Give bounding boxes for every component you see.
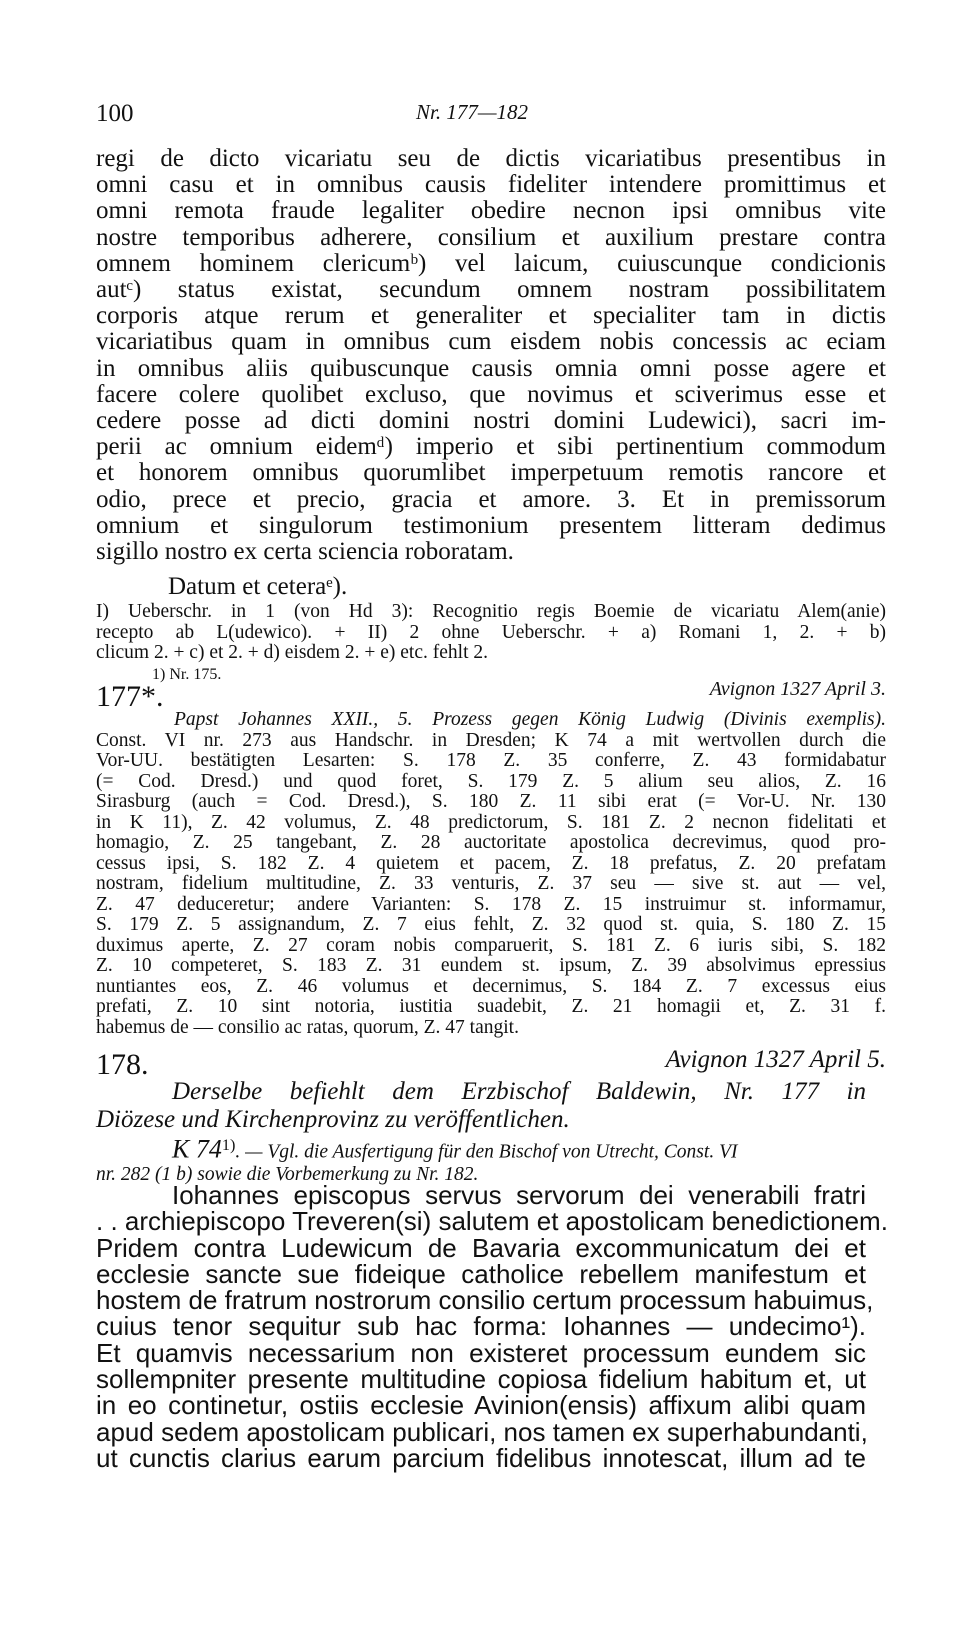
text-line: cedere posse ad dicti domini nostri domini Ludewici), sacri im- bbox=[96, 407, 886, 435]
apparatus-line: nostram, fidelium multitudine, Z. 33 venturis, Z. 37 seu — sive st. aut — vel, bbox=[96, 873, 886, 894]
apparatus-line: Const. VI nr. 273 aus Handschr. in Dresden; K 74 a mit wertvollen durch die bbox=[96, 729, 886, 751]
apparatus-line: duximus aperte, Z. 27 coram nobis comparuerit, S. 181 Z. 6 iuris sibi, S. 182 bbox=[96, 934, 886, 956]
apparatus-line: (= Cod. Dresd.) und quod foret, S. 179 Z. 5 alium seu alios, Z. 16 bbox=[96, 770, 886, 792]
apparatus-line: Sirasburg (auch = Cod. Dresd.), S. 180 Z. 11 sibi erat (= Vor-U. Nr. 130 bbox=[96, 791, 886, 812]
text-line: Pridem contra Ludewicum de Bavaria excommunicatum dei et bbox=[96, 1232, 866, 1263]
summary-line: Derselbe befiehlt dem Erzbischof Baldewin, Nr. 177 in bbox=[172, 1078, 866, 1105]
apparatus-line: S. 179 Z. 5 assignandum, Z. 7 eius fehlt, Z. 32 quod st. quia, S. 180 Z. 15 bbox=[96, 914, 886, 935]
document-178-text bbox=[96, 1180, 888, 1473]
text-line: facere colere quolibet excluso, que novimus et sciverimus esse et bbox=[96, 380, 886, 408]
summary-line: Diözese und Kirchenprovinz zu veröffentlichen. bbox=[96, 1106, 570, 1133]
page-number: 100 bbox=[96, 100, 134, 127]
apparatus-line: homagio, Z. 25 tangebant, Z. 28 auctoritate apostolica decrevimus, quod pro- bbox=[96, 832, 886, 853]
reference-line bbox=[96, 1134, 866, 1164]
text-line: omni casu et in omnibus causis fideliter intendere promittimus et bbox=[96, 171, 886, 199]
text-line: Et quamvis necessarium non existeret processum eundem sic bbox=[96, 1337, 866, 1368]
footnote-line: clicum 2. + c) et 2. + d) eisdem 2. + e) etc. fehlt 2. bbox=[96, 642, 488, 663]
text-line: . . archiepiscopo Treveren(si) salutem et apostolicam benedictionem. bbox=[96, 1206, 888, 1237]
text-line: vicariatibus quam in omnibus cum eisdem nobis concessis ac eciam bbox=[96, 328, 886, 356]
apparatus-line: in K 11), Z. 42 volumus, Z. 48 predictorum, S. 181 Z. 2 necnon fidelitati et bbox=[96, 811, 886, 833]
running-head: Nr. 177—182 bbox=[416, 100, 529, 124]
text-line: in omnibus aliis quibuscunque causis omnia omni posse agere et bbox=[96, 354, 886, 382]
signature-ref: K 74 bbox=[172, 1134, 222, 1164]
text-line: in eo continetur, ostiis ecclesie Avinion(ensis) affixum alibi quam bbox=[96, 1390, 866, 1421]
reference-text: . — Vgl. die Ausfertigung für den Bischof von Utrecht, Const. VI bbox=[235, 1141, 738, 1163]
text-line: ecclesie sancte sue fideique catholice rebellem manifestum et bbox=[96, 1258, 866, 1289]
footnotes-176 bbox=[96, 602, 886, 664]
apparatus-line: Papst Johannes XXII., 5. Prozess gegen König Ludwig (Divinis exemplis). bbox=[174, 709, 886, 730]
text-line: sigillo nostro ex certa sciencia roboratam. bbox=[96, 538, 514, 566]
text-line: ut cunctis clarius earum parcium fidelibus innotescat, illum ad te bbox=[96, 1442, 866, 1473]
text-line: omnem hominem clericumᵇ) vel laicum, cuiuscunque condicionis bbox=[96, 249, 886, 277]
text-line: nostre temporibus adherere, consilium et auxilium prestare contra bbox=[96, 223, 886, 251]
subnote-176: 1) Nr. 175. bbox=[152, 666, 222, 683]
text-line: apud sedem apostolicam publicari, nos tamen ex superhabundanti, bbox=[96, 1416, 868, 1447]
datum-line: Datum et ceteraᵉ). bbox=[168, 573, 348, 600]
document-177-number: 177*. bbox=[96, 680, 164, 713]
ref-footnote-mark: 1) bbox=[221, 1136, 236, 1154]
document-178-summary bbox=[96, 1078, 866, 1134]
document-177-dateline: Avignon 1327 April 3. bbox=[709, 678, 886, 700]
text-line: perii ac omnium eidemᵈ) imperio et sibi pertinentium commodum bbox=[96, 433, 886, 461]
footnote-line: recepto ab L(udewico). + II) 2 ohne Ueberschr. + a) Romani 1, 2. + b) bbox=[96, 621, 886, 643]
apparatus-line: Z. 10 competeret, S. 183 Z. 31 eundem st. ipsum, Z. 39 absolvimus epressius bbox=[96, 955, 886, 976]
text-line: omnium et singulorum testimonium presentem litteram dedimus bbox=[96, 511, 886, 539]
text-line: odio, prece et precio, gracia et amore. 3. Et in premissorum bbox=[96, 485, 886, 513]
text-line: regi de dicto vicariatu seu de dictis vicariatibus presentibus in bbox=[96, 145, 886, 172]
apparatus-line: Vor-UU. bestätigten Lesarten: S. 178 Z. 35 conferre, Z. 43 formidabatur bbox=[96, 750, 886, 771]
document-178-reference bbox=[96, 1134, 866, 1186]
page-header bbox=[96, 100, 886, 134]
text-line: omni remota fraude legaliter obedire necnon ipsi omnibus vite bbox=[96, 197, 886, 225]
apparatus-line: prefati, Z. 10 sint notoria, iustitia suadebit, Z. 21 homagii et, Z. 31 f. bbox=[96, 996, 886, 1017]
text-line: corporis atque rerum et generaliter et specialiter tam in dictis bbox=[96, 302, 886, 330]
text-line: cuius tenor sequitur sub hac forma: Iohannes — undecimo¹). bbox=[96, 1311, 866, 1342]
text-line: et honorem omnibus quorumlibet imperpetuum remotis rancore et bbox=[96, 459, 886, 487]
document-177-apparatus bbox=[96, 710, 886, 1038]
apparatus-line: habemus de — consilio ac ratas, quorum, Z. 47 tangit. bbox=[96, 1016, 519, 1038]
apparatus-line: Z. 47 deduceretur; andere Varianten: S. 178 Z. 15 instruimur st. informamur, bbox=[96, 893, 886, 915]
text-line: Iohannes episcopus servus servorum dei venerabili fratri bbox=[172, 1180, 866, 1210]
apparatus-line: nuntiantes eos, Z. 46 volumus et decernimus, S. 184 Z. 7 excessus eius bbox=[96, 975, 886, 997]
text-line: autᶜ) status existat, secundum omnem nostram possibilitatem bbox=[96, 276, 886, 304]
reference-line: nr. 282 (1 b) sowie die Vorbemerkung zu Nr. 182. bbox=[96, 1163, 479, 1185]
footnote-line: I) Ueberschr. in 1 (von Hd 3): Recognitio regis Boemie de vicariatu Alem(anie) bbox=[96, 601, 886, 622]
text-line: hostem de fratrum nostrorum consilio certum processum habuimus, bbox=[96, 1285, 874, 1316]
document-178-number: 178. bbox=[96, 1048, 149, 1081]
document-178-dateline: Avignon 1327 April 5. bbox=[665, 1046, 886, 1073]
apparatus-line: cessus ipsi, S. 182 Z. 4 quietem et pacem, Z. 18 prefatus, Z. 20 prefatam bbox=[96, 852, 886, 874]
document-176-text bbox=[96, 146, 886, 565]
text-line: sollempniter presente multitudine copiosa fidelium habitum et, ut bbox=[96, 1364, 866, 1395]
